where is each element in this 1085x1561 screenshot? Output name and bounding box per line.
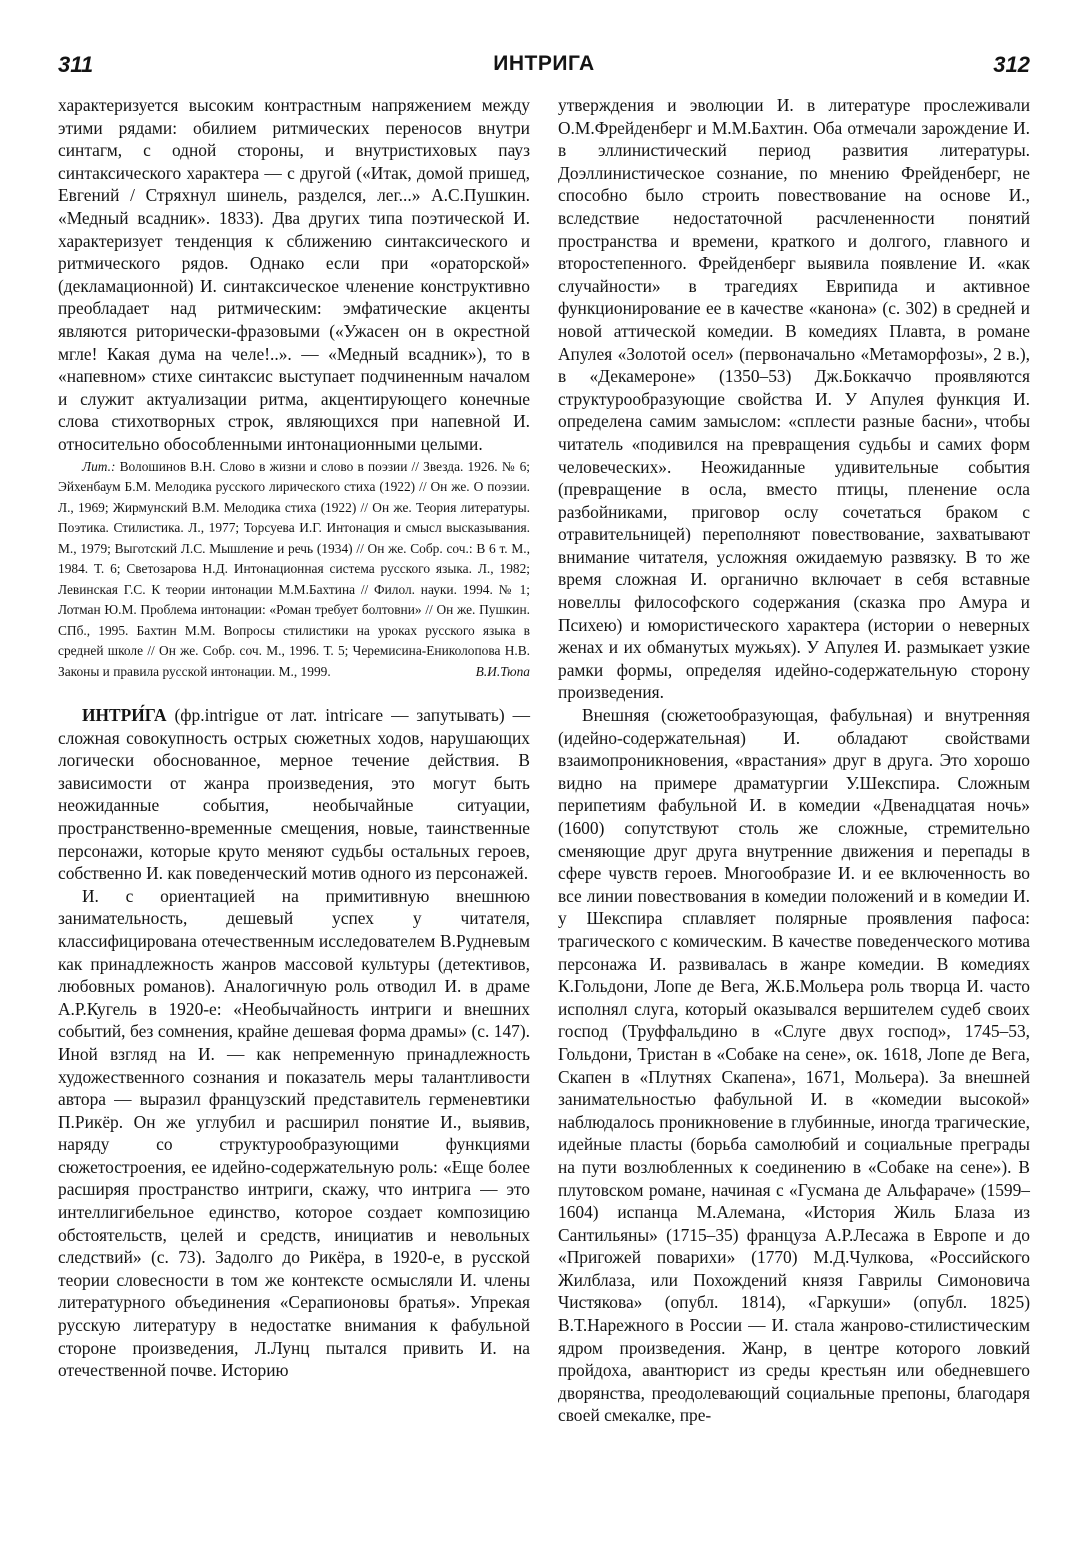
entry-paragraph-2: И. с ориентацией на примитивную внешнюю занимательность, дешевый успех у читателя, классифицирована отечественным исследователем В.Рудневым как принадлежность жанров массовой культуры (детективов, любовных романов). Аналогичную роль отводил И. в драме А.Р.Кугель в 1920-е: «Необычайность интриги и внешних событий, без сомнения, крайне дешевая форма драмы» (с. 147). Иной взгляд на И. — как непременную принадлежность художественного сознания и показатель меры талантливости автора — выразил французский представитель герменевтики П.Рикёр. Он же углубил и расширил понятие И., выявив, наряду со структурообразующими функциями сюжетостроения, ее идейно-содержательную роль: «Еще более расширяя пространство интриги, скажу, что интрига — это интеллигибельное единство, которое создает композицию обстоятельств, целей и средств, инициатив и невольных следствий» (с. 73). Задолго до Рикёра, в 1920-е, в русской теории словесности в том же контексте осмысляли И. члены литературного объединения «Серапионовы братья». Упрекая русскую литературу в недостатке внимания к фабульной стороне произведения, Л.Лунц пытался привить И. на отечественной почве. Историю	[58, 885, 530, 1381]
literature-list	[58, 457, 530, 683]
page-header	[58, 52, 1030, 88]
literature-label: Лит.:	[82, 458, 116, 474]
entry-paragraph-1	[58, 704, 530, 885]
page-number-right: 312	[993, 52, 1030, 77]
right-column	[558, 94, 1030, 1427]
paragraph-intonation-end: характеризуется высоким контрастным напряжением между этими рядами: обилием ритмических переносов внутри синтагм, с одной стороны, и внутристиховых пауз синтаксического характера — с другой («Итак, домой пришед, Евгений / Стряхнул шинель, разделся, лег...» А.С.Пушкин. «Медный всадник». 1833). Два других типа поэтической И. характеризует тенденция к сближению синтаксического и ритмического рядов. Однако если при «ораторской» (декламационной) И. синтаксическое членение конструктивно преобладает над ритмическим: эмфатические акценты являются риторически-фразовыми («Ужасен он в окрестной мгле! Какая дума на челе!..». — «Медный всадник»), то в «напевном» стихе синтаксис выступает подчиненным началом и служит актуализации ритма, акцентирующего конечные слова стихотворных строк, являющихся при напевной И. относительно обособленными интонационными целыми.	[58, 95, 530, 454]
paragraph-types: Внешняя (сюжетообразующая, фабульная) и внутренняя (идейно-содержательная) И. обладают свойствами взаимопроникновения, «врастания» друг в друга. Это хорошо видно на примере драматургии У.Шекспира. Сложным перипетиям фабульной И. в комедии «Двенадцатая ночь» (1600) сопутствуют столь же сложные, стремительно сменяющие друг друга внутренние движения и перепады в сфере чувств героев. Многообразие И. и ее включенность во все линии повествования в комедии положений и в комедии И. у Шекспира сплавляет полярные проявления пафоса: трагического с комическим. В качестве поведенческого мотива персонажа И. развивалась в жанре комедии. В комедиях К.Гольдони, Лопе де Вега, Ж.Б.Мольера роль творца И. часто исполнял слуга, который оказывался вершителем судеб своих господ (Труффальдино в «Слуге двух господ», 1745–53, Гольдони, Тристан в «Собаке на сене», ок. 1618, Лопе де Вега, Скапен в «Плутнях Скапена», 1671, Мольера). За внешней занимательностью фабульной И. в «комедии высокой» наблюдалось проникновение в глубинные, иногда трагические, идейные пласты (борьба самолюбий и социальные преграды на пути возлюбленных к соединению в «Собаке на сене»). В плутовском романе, начиная с «Гусмана де Альфараче» (1599–1604) испанца М.Алемана, «История Жиль Блаза из Сантильяны» (1715–35) француза А.Р.Лесажа в Европе и до «Пригожей поварихи» (1770) М.Д.Чулкова, «Российского Жилблаза, или Похождений князя Гаврилы Симоновича Чистякова» (опубл. 1814), «Гаркуши» (опубл. 1825) В.Т.Нарежного в России — И. стала жанрово-стилистическим ядром произведения. Жанр, в центре которого ловкий пройдоха, авантюрист из среды крестьян или обедневшего дворянства, преодолевающий социальные препоны, благодаря своей смекалке, пре-	[558, 705, 1030, 1426]
author-signature: В.И.Тюпа	[475, 663, 530, 679]
entry-definition: (фр.intrigue от лат. intricare — запутывать) — сложная совокупность острых сюжетных ходов, нарушающих логически обоснованное, мерное течение действия. В зависимости от жанра произведения, это могут быть неожиданные события, необычайные ситуации, пространственно-временные смещения, новые, таинственные персонажи, которые круто меняют судьбы остальных героев, собственно И. как поведенческий мотив одного из персонажей.	[58, 705, 530, 884]
paragraph-history: утверждения и эволюции И. в литературе прослеживали О.М.Фрейденберг и М.М.Бахтин. Оба отмечали зарождение И. в эллинистический период развития литературы. Доэллинистическое сознание, по мнению Фрейденберг, не способно было строить повествование на основе И., вследствие недостаточной расчлененности понятий пространства и времени, краткого и долгого, главного и второстепенного. Фрейденберг выявила появление И. «как случайности» в трагедиях Еврипида и активное функционирование ее в качестве «канона» (с. 302) в средней и новой аттической комедии. В комедиях Плавта, в романе Апулея «Золотой осел» (первоначально «Метаморфозы», 2 в.), в «Декамероне» (1350–53) Дж.Боккаччо проявляются структурообразующие свойства И. У Апулея функция И. определена самим замыслом: «сплести разные басни», чтобы читатель «подивился на превращения судьбы и самих форм человеческих». Неожиданные удивительные события (превращение в осла, вместо птицы, пленение осла разбойниками, приговор ослу сочетаться браком с отравительницей) переполняют повествование, захватывают внимание читателя, усложняя ожидаемую развязку. В то же время сложная И. органично включает в себя вставные новеллы философского содержания (сказка про Амура и Психею) и юмористического характера (истории о неверных женах и их обманутых мужьях). У Апулея И. размыкает узкие рамки формы, определяя идейно-содержательную сторону произведения.	[558, 95, 1030, 703]
headword: ИНТРИ́ГА	[82, 705, 167, 725]
literature-text: Волошинов В.Н. Слово в жизни и слово в поэзии // Звезда. 1926. № 6; Эйхенбаум Б.М. Мелодика русского лирического стиха (1922) // Он же. О поэзии. Л., 1969; Жирмунский В.М. Мелодика стиха (1922) // Он же. Теория литературы. Поэтика. Стилистика. Л., 1977; Торсуева И.Г. Интонация и смысл высказывания. М., 1979; Выготский Л.С. Мышление и речь (1934) // Он же. Собр. соч.: В 6 т. М., 1984. Т. 6; Светозарова Н.Д. Интонационная система русского языка. Л., 1982; Левинская Г.С. К теории интонации М.М.Бахтина // Филол. науки. 1994. № 1; Лотман Ю.М. Проблема интонации: «Роман требует болтовни» // Он же. Пушкин. СПб., 1995. Бахтин М.М. Вопросы стилистики на уроках русского языка в средней школе // Он же. Собр. соч. М., 1996. Т. 5; Черемисина-Ениколопова Н.В. Законы и правила русской интонации. М., 1999.	[58, 458, 530, 679]
page-number-left: 311	[58, 52, 94, 77]
left-column	[58, 94, 530, 1382]
running-title: ИНТРИГА	[493, 52, 595, 75]
